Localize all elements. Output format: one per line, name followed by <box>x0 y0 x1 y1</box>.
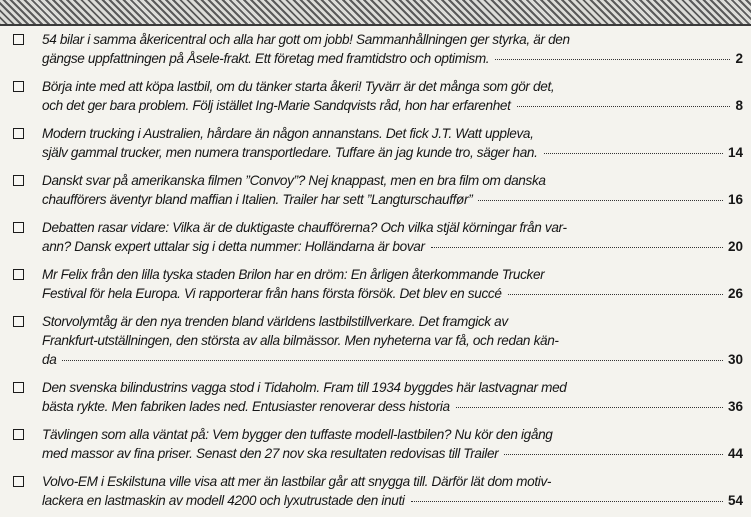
page-number: 2 <box>735 51 743 66</box>
toc-entry <box>0 423 751 470</box>
entry-checkbox[interactable] <box>13 175 24 186</box>
entry-text <box>42 124 743 162</box>
entry-line: Börja inte med att köpa lastbil, om du tänker starta åkeri! Tyvärr är det många som gör det, <box>42 79 555 94</box>
entry-last-line <box>42 444 743 463</box>
entry-text <box>42 218 743 256</box>
entry-line: Danskt svar på amerikanska filmen ”Convoy”? Nej knappast, men en bra film om danska <box>42 173 546 188</box>
dot-leader <box>62 360 723 361</box>
entry-last-line <box>42 237 743 256</box>
entry-checkbox[interactable] <box>13 476 24 487</box>
dot-leader <box>495 59 730 60</box>
entry-text <box>42 472 743 510</box>
entry-line: Festival för hela Europa. Vi rapporterar från hans första försök. Det blev en succé <box>42 286 502 301</box>
entry-line: Volvo-EM i Eskilstuna ville visa att mer än lastbilar går att snygga till. Därför lät dom motiv- <box>42 474 552 489</box>
entry-checkbox[interactable] <box>13 269 24 280</box>
entry-last-line <box>42 491 743 510</box>
entry-line: chaufförers äventyr bland maffian i Italien. Trailer har sett ”Langturschauffør” <box>42 192 473 207</box>
page-number: 30 <box>727 352 743 367</box>
entry-line: själv gammal trucker, men numera transportledare. Tuffare än jag kunde tro, säger han. <box>42 145 538 160</box>
entry-text <box>42 171 743 209</box>
entry-line: lackera en lastmaskin av modell 4200 och lyxutrustade den inuti <box>42 493 405 508</box>
entry-checkbox[interactable] <box>13 316 24 327</box>
toc-entry <box>0 216 751 263</box>
entry-line: ann? Dansk expert uttalar sig i detta nummer: Holländarna är bovar <box>42 239 425 254</box>
entry-last-line <box>42 143 743 162</box>
table-of-contents <box>0 28 751 517</box>
toc-entry <box>0 169 751 216</box>
entry-line: Mr Felix från den lilla tyska staden Brilon har en dröm: En årligen återkommande Trucker <box>42 267 545 282</box>
entry-line: 54 bilar i samma åkericentral och alla har gott om jobb! Sammanhållningen ger styrka, är den <box>42 32 570 47</box>
entry-checkbox[interactable] <box>13 429 24 440</box>
entry-checkbox[interactable] <box>13 81 24 92</box>
dot-leader <box>456 407 723 408</box>
entry-text <box>42 312 743 369</box>
entry-line: med massor av fina priser. Senast den 27 nov ska resultaten redovisas till Trailer <box>42 446 499 461</box>
entry-line: och det ger bara problem. Följ istället Ing-Marie Sandqvists råd, hon har erfarenhet <box>42 98 511 113</box>
entry-line: bästa rykte. Men fabriken lades ned. Entusiaster renoverar dess historia <box>42 399 450 414</box>
entry-line: Frankfurt-utställningen, den största av alla bilmässor. Men nyheterna var få, och redan kän- <box>42 333 559 348</box>
page-number: 36 <box>727 399 743 414</box>
dot-leader <box>431 247 723 248</box>
page-number: 44 <box>727 446 743 461</box>
page-number: 14 <box>727 145 743 160</box>
entry-last-line <box>42 397 743 416</box>
entry-line: Modern trucking i Australien, hårdare än någon annanstans. Det fick J.T. Watt uppleva, <box>42 126 534 141</box>
entry-last-line <box>42 49 743 68</box>
entry-checkbox[interactable] <box>13 382 24 393</box>
dot-leader <box>411 501 723 502</box>
entry-text <box>42 378 743 416</box>
entry-text <box>42 77 743 115</box>
entry-text <box>42 265 743 303</box>
entry-checkbox[interactable] <box>13 34 24 45</box>
entry-last-line <box>42 190 743 209</box>
entry-last-line <box>42 96 743 115</box>
dot-leader <box>504 454 723 455</box>
page-number: 20 <box>727 239 743 254</box>
entry-last-line <box>42 284 743 303</box>
toc-entry <box>0 28 751 75</box>
dot-leader <box>478 200 723 201</box>
entry-line: gängse uppfattningen på Åsele-frakt. Ett företag med framtidstro och optimism. <box>42 51 490 66</box>
page-number: 8 <box>735 98 743 113</box>
toc-entry <box>0 310 751 376</box>
entry-checkbox[interactable] <box>13 128 24 139</box>
toc-entry <box>0 263 751 310</box>
toc-entry <box>0 376 751 423</box>
entry-last-line <box>42 350 743 369</box>
dot-leader <box>508 294 723 295</box>
entry-line: Storvolymtåg är den nya trenden bland världens lastbilstillverkare. Det framgick av <box>42 314 508 329</box>
toc-entry <box>0 122 751 169</box>
entry-line: Debatten rasar vidare: Vilka är de duktigaste chaufförerna? Och vilka stjäl körningar från var- <box>42 220 567 235</box>
dot-leader <box>544 153 723 154</box>
entry-line: Tävlingen som alla väntat på: Vem bygger den tuffaste modell-lastbilen? Nu kör den igång <box>42 427 553 442</box>
entry-line: da <box>42 352 57 367</box>
toc-entry <box>0 75 751 122</box>
page-number: 16 <box>727 192 743 207</box>
entry-text <box>42 30 743 68</box>
header-pattern-band <box>0 0 751 26</box>
entry-checkbox[interactable] <box>13 222 24 233</box>
page-number: 26 <box>727 286 743 301</box>
entry-line: Den svenska bilindustrins vagga stod i Tidaholm. Fram till 1934 byggdes här lastvagnar med <box>42 380 567 395</box>
entry-text <box>42 425 743 463</box>
dot-leader <box>517 106 731 107</box>
toc-entry <box>0 470 751 517</box>
page-number: 54 <box>727 493 743 508</box>
